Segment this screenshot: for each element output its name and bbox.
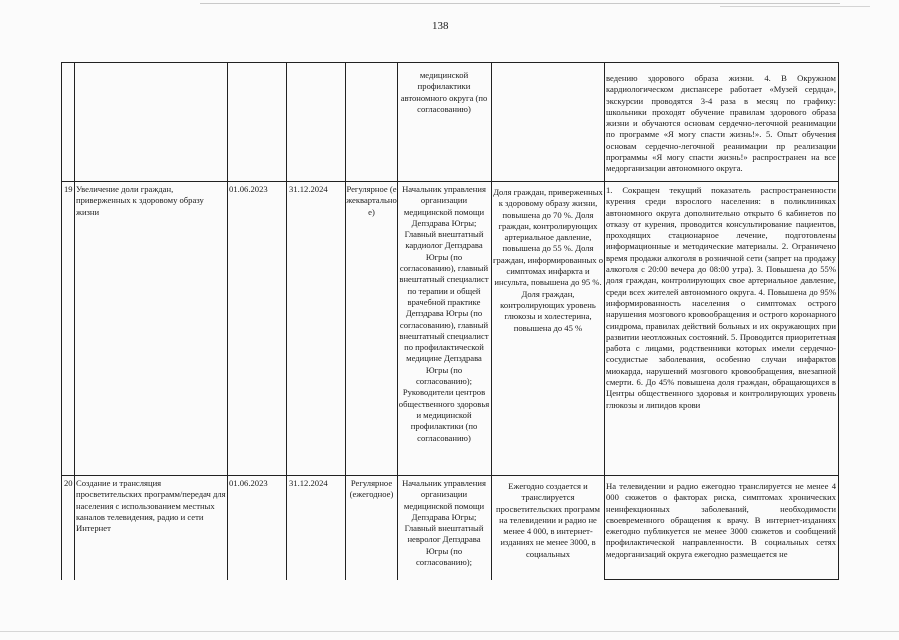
row-19-periodicity: Регулярное (ежеквартальное) <box>346 184 397 217</box>
row-19-number: 19 <box>64 184 73 194</box>
row-0-responsible: медицинской профилактики автономного округа (по согласованию) <box>400 70 488 114</box>
row-20-number: 20 <box>64 478 73 488</box>
row-0-result: ведению здорового образа жизни. 4. В Окружном кардиологическом диспансере работает «Музей сердца», экскурсии проводятся 3-4 раза в месяц по графику: школьники проходят обучение правилам здорового образа жизни и обучаются основам сердечно-легочной реанимации по программе «Я могу спасти жизнь!». 5. Опыт обучения основам сердечно-легочной реанимации пр реализации программы «Я могу спасти жизнь!» распространен на все медорганизации автономного округа. <box>606 73 836 174</box>
row-19-result: 1. Сокращен текущий показатель распространенности курения среди взрослого населения: в поликлиниках автономного округа дополнительно открыто 6 кабинетов по отказу от курения, проводится консультирование пациентов, проходящих стационарное лечение, подготовлены информационные и методические материалы. 2. Ограничено время продажи алкоголя в розничной сети (запрет на продажу алкоголя с 20:00 вечера до 08:00 утра). 3. Повышена до 55% доля граждан, контролирующих свое артериальное давление, среди всех жителей автономного округа. 4. Повышена до 95% информированность населения о симптомах острого нарушения мозгового кровообращения и острого коронарного синдрома, правилах действий больных и их окружающих при развитии неотложных состояний. 5. Проводится приоритетная работа с лицами, родственники которых имели сердечно-сосудистые заболевания, особенно случаи инфарктов миокарда, нарушений мозгового кровообращения, внезапной смерти. 6. До 45% повышена доля граждан, обращающихся в Центры общественного здоровья и контролирующих уровень глюкозы и липидов крови <box>606 185 836 410</box>
row-19-end-date: 31.12.2024 <box>289 184 328 194</box>
row-19-indicator: Доля граждан, приверженных к здоровому образу жизни, повышена до 70 %. Доля граждан, контролирующих артериальное давление, повышена до 55 %. Доля граждан, информированных о симптомах инфаркта и инсульта, повышена до 95 %. Доля граждан, контролирующих уровень глюкозы и холестерина, повышена до 45 % <box>493 187 603 333</box>
row-19-start-date: 01.06.2023 <box>229 184 268 194</box>
row-20-name: Создание и трансляция просветительских программ/передач для населения с использованием местных каналов телевидения, радио и сети Интернет <box>76 478 226 534</box>
row-19-name: Увеличение доли граждан, приверженных к здоровому образу жизни <box>76 184 204 217</box>
row-20-periodicity: Регулярное (ежегодное) <box>349 478 394 500</box>
row-20-indicator: Ежегодно создается и транслируется просветительских программ на телевидении и радио не менее 4 000, в интернет-изданиях не менее 3000, в социальных <box>496 481 600 559</box>
row-19-responsible: Начальник управления организации медицинской помощи Депздрава Югры; Главный внештатный кардиолог Депздрава Югры (по согласованию), главный внештатный специалист по терапии и общей врачебной практике Депздрава Югры (по согласованию), главный внештатный специалист по профилактической медицине Депздрава Югры (по согласованию); Руководители центров общественного здоровья и медицинской профилактики (по согласованию) <box>398 184 490 443</box>
row-20-responsible: Начальник управления организации медицинской помощи Депздрава Югры; Главный внештатный невролог Депздрава Югры (по согласованию); <box>402 478 486 568</box>
page-number: 138 <box>432 20 449 32</box>
row-20-result: На телевидении и радио ежегодно транслируется не менее 4 000 сюжетов о факторах риска, симптомах хронических неинфекционных заболеваний, необходимости своевременного обращения к врачу. В интернет-изданиях ежегодно публикуется не менее 3000 сюжетов и сообщений профилактической направленности. В социальных сетях медорганизаций округа ежегодно размещается не <box>606 481 836 559</box>
row-20-start-date: 01.06.2023 <box>229 478 268 488</box>
row-20-end-date: 31.12.2024 <box>289 478 328 488</box>
